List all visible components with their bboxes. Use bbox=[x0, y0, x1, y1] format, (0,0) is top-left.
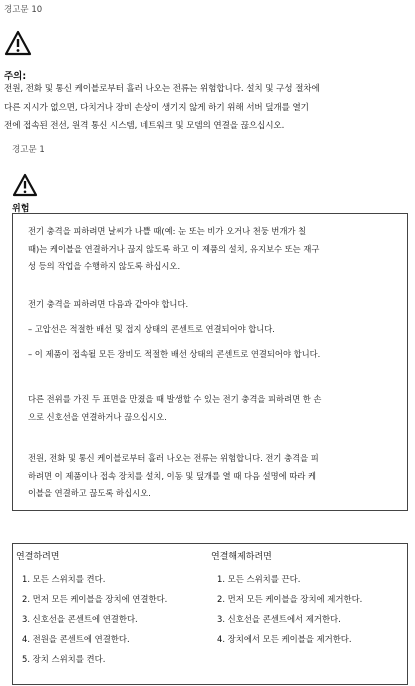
danger-line: 하려면 이 제품이나 접속 장치를 설치, 이동 및 덮개를 열 때 다음 설명에 따라 케 bbox=[28, 470, 317, 481]
table-row bbox=[14, 590, 404, 610]
danger-line: 으로 신호선을 연결하거나 끊으십시오. bbox=[28, 411, 167, 422]
connect-step: 5. 장치 스위치를 켠다. bbox=[22, 654, 106, 664]
disconnect-step: 4. 장치에서 모든 케이블을 제거한다. bbox=[217, 634, 352, 644]
danger-paragraph bbox=[28, 223, 404, 276]
connect-step: 4. 전원을 콘센트에 연결한다. bbox=[22, 634, 130, 644]
empty-cell bbox=[209, 650, 404, 670]
danger-line: 때)는 케이블을 연결하거나 끊지 않도록 하고 이 제품의 설치, 유지보수 또는 재구 bbox=[28, 243, 320, 254]
connect-step: 2. 먼저 모든 케이블을 장치에 연결한다. bbox=[22, 594, 168, 604]
danger-line: – 이 제품이 접속될 모든 장비도 적절한 배선 상태의 콘센트로 연결되어야 합니다. bbox=[28, 349, 321, 359]
connect-heading: 연결하려면 bbox=[16, 552, 60, 562]
disconnect-step: 1. 모든 스위치를 끈다. bbox=[217, 574, 301, 584]
warning-triangle-icon bbox=[4, 30, 32, 56]
table-row bbox=[14, 650, 404, 670]
danger-line: 다른 전위를 가진 두 표면을 만졌을 때 발생할 수 있는 전기 충격을 피하려면 한 손 bbox=[28, 394, 322, 404]
statement-1-label: 경고문 1 bbox=[12, 145, 45, 155]
danger-line: 성 등의 작업을 수행하지 않도록 하십시오. bbox=[28, 261, 181, 271]
connect-step: 3. 신호선을 콘센트에 연결한다. bbox=[22, 614, 138, 624]
table-row bbox=[14, 630, 404, 650]
caution-line: 다른 지시가 없으면, 다치거나 장비 손상이 생기지 않게 하기 위해 서버 덮개를 열기 bbox=[4, 102, 309, 113]
danger-triangle-icon bbox=[12, 173, 38, 197]
danger-paragraph bbox=[28, 346, 404, 364]
danger-paragraph bbox=[28, 296, 404, 314]
danger-line: – 고압선은 적절한 배선 및 접지 상태의 콘센트로 연결되어야 합니다. bbox=[28, 324, 275, 334]
table-row bbox=[14, 610, 404, 630]
danger-line: 전기 충격을 피하려면 다음과 같아야 합니다. bbox=[28, 299, 189, 309]
caution-10-text bbox=[4, 80, 414, 136]
disconnect-step: 2. 먼저 모든 케이블을 장치에 제거한다. bbox=[217, 594, 363, 604]
danger-paragraph bbox=[28, 391, 404, 426]
danger-line: 이블을 연결하고 끊도록 하십시오. bbox=[28, 488, 151, 498]
procedure-table bbox=[14, 549, 404, 670]
table-row bbox=[14, 570, 404, 590]
danger-paragraph bbox=[28, 450, 404, 503]
caution-10-label: 경고문 10 bbox=[4, 5, 43, 15]
disconnect-step: 3. 신호선을 콘센트에서 제거한다. bbox=[217, 614, 341, 624]
danger-paragraph bbox=[28, 321, 404, 339]
danger-label: 위험 bbox=[12, 204, 30, 214]
danger-line: 전원, 전화 및 통신 케이블로부터 흘러 나오는 전류는 위험합니다. 전기 충격을 피 bbox=[28, 453, 319, 463]
caution-line: 전원, 전화 및 통신 케이블로부터 흘러 나오는 전류는 위험합니다. 설치 및 구성 절차에 bbox=[4, 84, 320, 94]
caution-line: 전에 접속된 전선, 원격 통신 시스템, 네트워크 및 모뎀의 연결을 끊으십시오. bbox=[4, 121, 285, 131]
danger-line: 전기 충격을 피하려면 날씨가 나쁠 때(예: 눈 또는 비가 오거나 천둥 번개가 칠 bbox=[28, 226, 307, 236]
connect-step: 1. 모든 스위치를 켠다. bbox=[22, 574, 106, 584]
caution-heading: 주의: bbox=[4, 71, 27, 82]
disconnect-heading: 연결해제하려면 bbox=[211, 552, 272, 562]
